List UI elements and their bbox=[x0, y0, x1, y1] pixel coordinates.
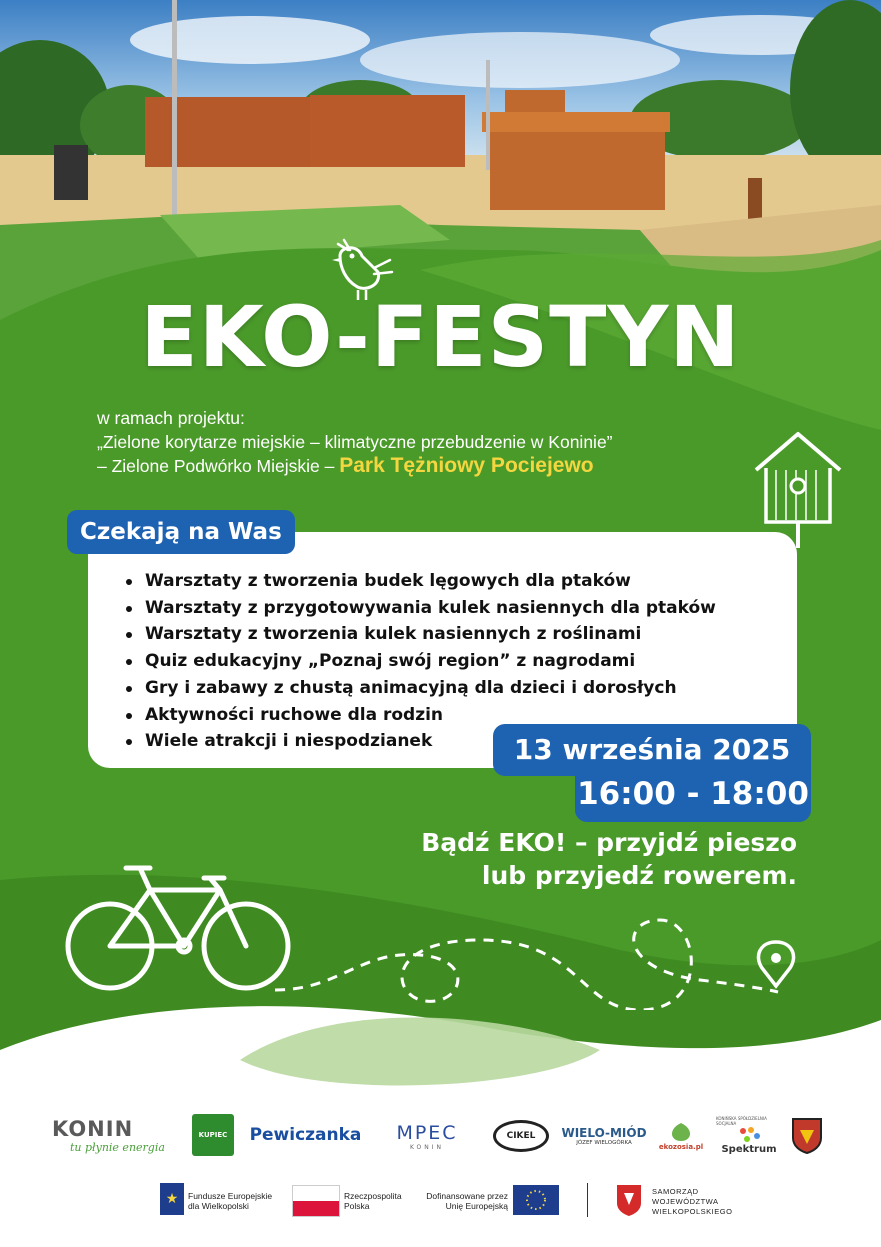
activity-item bbox=[126, 675, 716, 702]
mpec-name: MPEC bbox=[396, 1121, 458, 1144]
activity-text: Warsztaty z tworzenia budek lęgowych dla ptaków bbox=[145, 571, 631, 591]
leaf-icon bbox=[666, 1121, 696, 1143]
funding-logos bbox=[0, 1175, 881, 1225]
cta-line-1: Bądź EKO! – przyjdź pieszo bbox=[421, 828, 797, 857]
spektrum-top: KONIŃSKA SPÓŁDZIELNIA SOCJALNA bbox=[716, 1115, 767, 1126]
ekozosia-name: ekozosia.pl bbox=[658, 1143, 704, 1151]
activity-text: Aktywności ruchowe dla rodzin bbox=[145, 704, 444, 725]
fe-line-2: dla Wielkopolski bbox=[188, 1201, 249, 1211]
park-name: Park Tężniowy Pociejewo bbox=[339, 454, 594, 477]
mpec-logo bbox=[372, 1120, 482, 1152]
mpec-sub: KONIN bbox=[409, 1143, 445, 1151]
activity-text: Warsztaty z tworzenia kulek nasiennych z roślinami bbox=[145, 624, 642, 645]
project-description bbox=[97, 406, 613, 478]
cikel-name: CIKEL bbox=[506, 1131, 536, 1141]
fire-brigade-badge-icon bbox=[790, 1116, 824, 1154]
activity-text: Wiele atrakcji i niespodzianek bbox=[145, 731, 433, 752]
konin-name: KONIN bbox=[52, 1116, 134, 1141]
eu-flag-icon bbox=[513, 1185, 559, 1215]
sw-line-2: WOJEWÓDZTWA bbox=[652, 1197, 719, 1206]
fe-label bbox=[188, 1191, 272, 1211]
wielomiod-logo bbox=[560, 1120, 648, 1152]
location-pin-icon bbox=[758, 942, 793, 986]
project-intro: w ramach projektu: bbox=[97, 408, 245, 428]
sw-label bbox=[652, 1187, 732, 1217]
activity-text: Quiz edukacyjny „Poznaj swój region” z nagrodami bbox=[145, 651, 636, 672]
activity-item bbox=[126, 621, 716, 648]
event-date: 13 września 2025 bbox=[493, 724, 811, 776]
ekozosia-logo bbox=[656, 1112, 706, 1160]
funding-divider bbox=[587, 1183, 588, 1217]
activity-item bbox=[126, 648, 716, 675]
konin-logo bbox=[52, 1110, 177, 1160]
event-title: EKO-FESTYN bbox=[140, 288, 741, 386]
ue-line-1: Dofinansowane przez bbox=[426, 1191, 508, 1201]
spektrum-logo bbox=[716, 1110, 782, 1160]
wielkopolska-crest-icon bbox=[615, 1183, 643, 1217]
cikel-logo bbox=[493, 1120, 549, 1152]
sw-line-3: WIELKOPOLSKIEGO bbox=[652, 1207, 733, 1216]
activity-text: Warsztaty z przygotowywania kulek nasiennych dla ptaków bbox=[145, 597, 716, 618]
rp-line-2: Polska bbox=[344, 1201, 370, 1211]
rp-line-1: Rzeczpospolita bbox=[344, 1191, 402, 1201]
spektrum-dots-icon bbox=[737, 1126, 761, 1144]
event-time: 16:00 - 18:00 bbox=[575, 770, 811, 822]
pewiczanka-name: Pewiczanka bbox=[249, 1125, 362, 1145]
sw-line-1: SAMORZĄD bbox=[652, 1187, 699, 1196]
poland-flag-icon bbox=[292, 1185, 340, 1217]
pewiczanka-logo bbox=[248, 1122, 363, 1148]
fe-line-1: Fundusze Europejskie bbox=[188, 1191, 273, 1201]
activity-text: Gry i zabawy z chustą animacyjną dla dzieci i dorosłych bbox=[145, 677, 677, 698]
ue-line-2: Unię Europejską bbox=[445, 1201, 508, 1211]
kupiec-logo bbox=[192, 1114, 234, 1156]
activity-item bbox=[126, 568, 716, 595]
project-name: „Zielone korytarze miejskie – klimatyczne przebudzenie w Koninie” bbox=[97, 432, 613, 452]
kupiec-name: KUPIEC bbox=[198, 1131, 228, 1139]
ue-label bbox=[420, 1191, 508, 1211]
sponsor-logos bbox=[0, 1110, 881, 1160]
activities-heading: Czekają na Was bbox=[67, 510, 295, 554]
wielomiod-sub: JÓZEF WIELOGÓRKA bbox=[576, 1140, 632, 1146]
wielomiod-name: WIELO-MIÓD bbox=[561, 1126, 647, 1140]
konin-slogan: tu płynie energia bbox=[70, 1140, 165, 1154]
project-subname: – Zielone Podwórko Miejskie – bbox=[97, 456, 335, 476]
bicycle-route-illustration bbox=[60, 860, 820, 1010]
spektrum-name: Spektrum bbox=[721, 1143, 777, 1155]
fe-logo-icon: ★ bbox=[160, 1183, 184, 1215]
bicycle-icon bbox=[68, 868, 288, 988]
cta-line-2: lub przyjedź rowerem. bbox=[481, 861, 797, 890]
rp-label bbox=[344, 1191, 402, 1211]
activity-item bbox=[126, 595, 716, 622]
